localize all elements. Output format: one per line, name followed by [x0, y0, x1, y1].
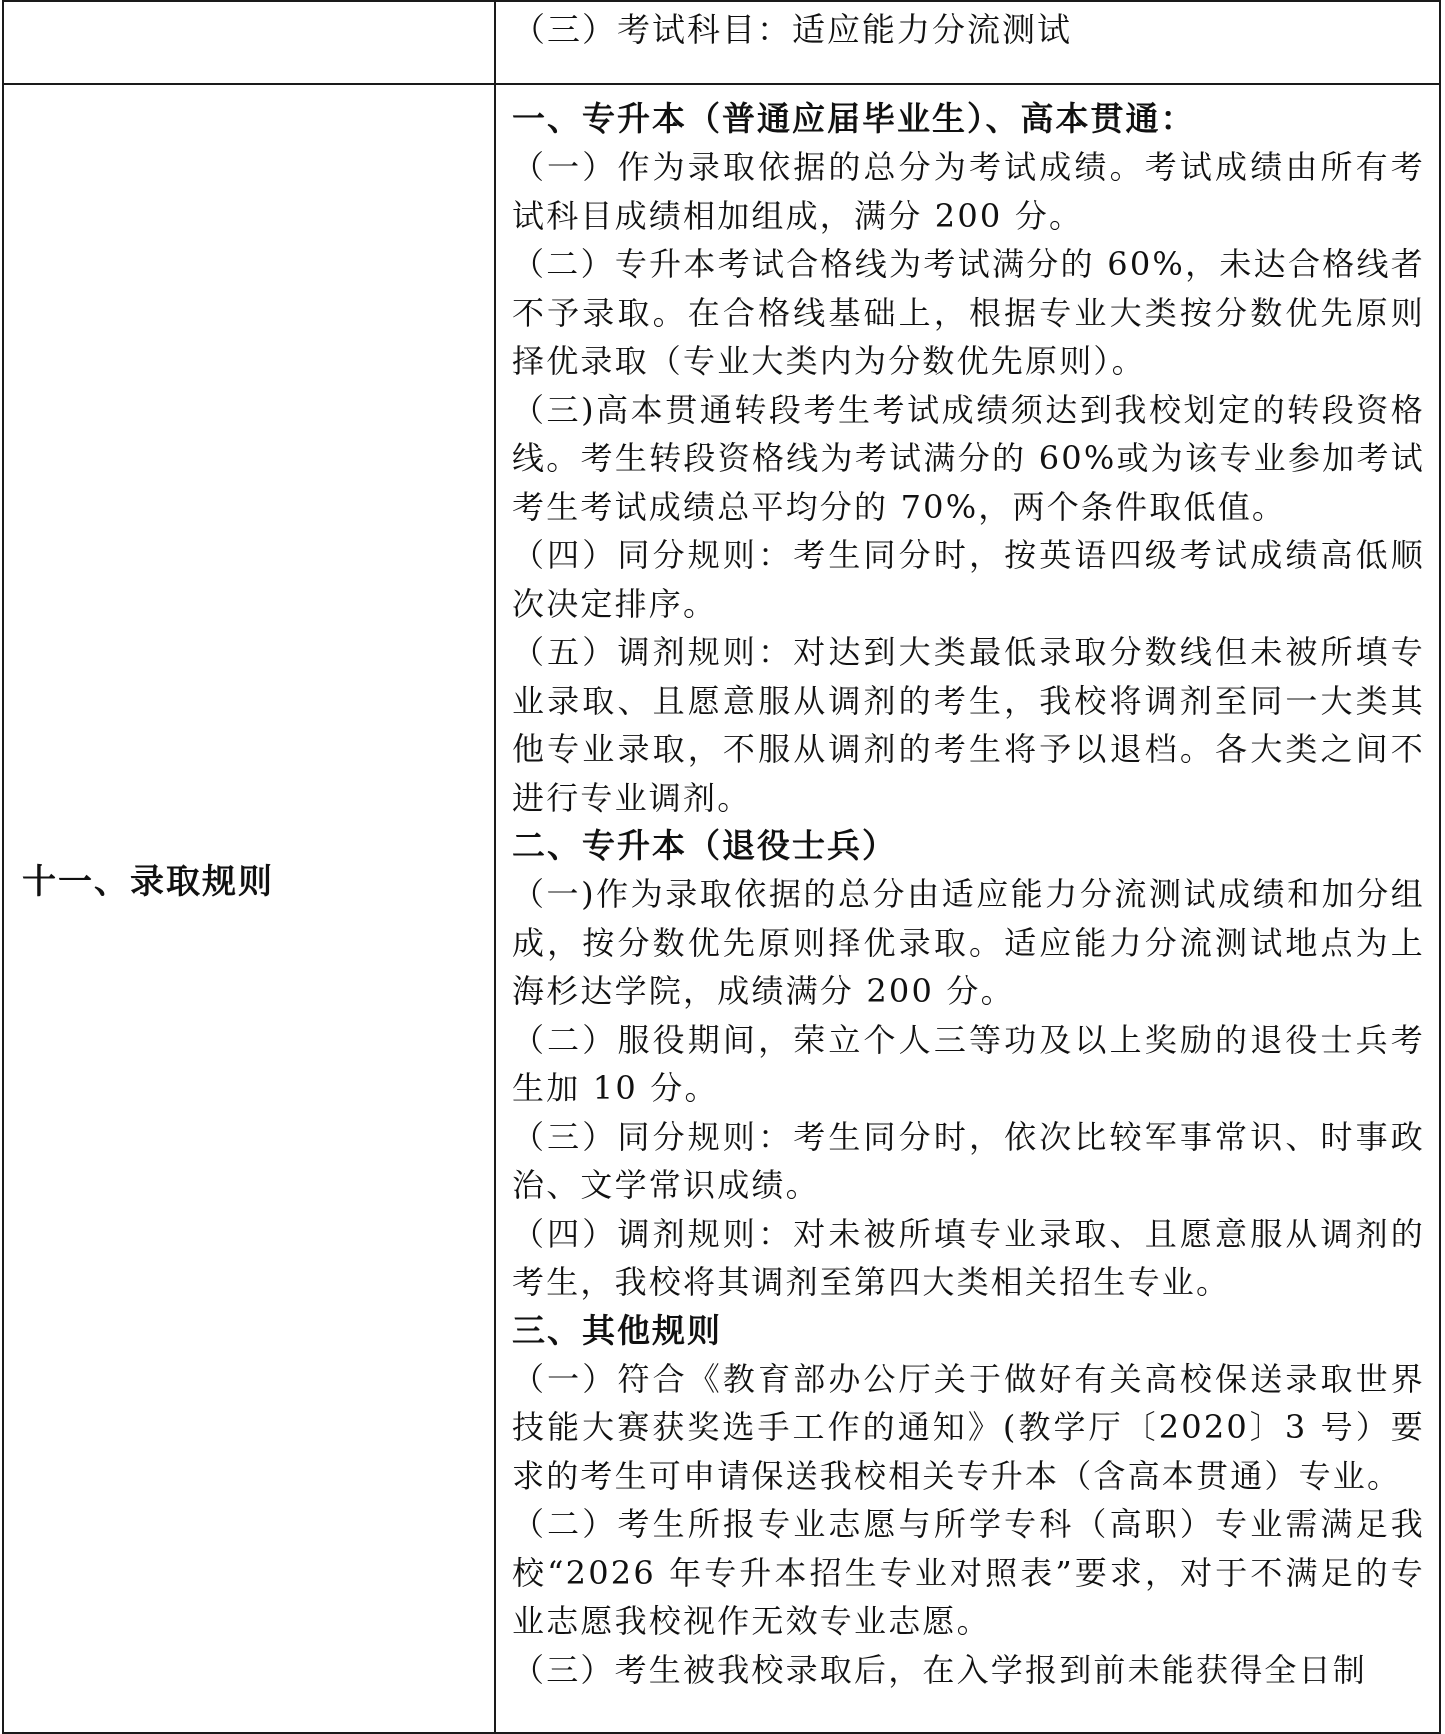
paragraph: （四）调剂规则：对未被所填专业录取、且愿意服从调剂的考生，我校将其调剂至第四大类相关招生专业。 — [512, 1214, 1425, 1301]
section-2 — [512, 822, 1425, 1307]
section-3 — [512, 1307, 1425, 1695]
top-right-cell — [495, 1, 1440, 84]
row-label: 十一、录取规则 — [22, 862, 274, 902]
paragraph: （三）考生被我校录取后，在入学报到前未能获得全日制 — [512, 1650, 1368, 1689]
exam-subject-text: （三）考试科目：适应能力分流测试 — [512, 10, 1072, 49]
paragraph: （四）同分规则：考生同分时，按英语四级考试成绩高低顺次决定排序。 — [512, 536, 1425, 623]
paragraph: （二）服役期间，荣立个人三等功及以上奖励的退役士兵考生加 10 分。 — [512, 1020, 1425, 1107]
paragraph: （五）调剂规则：对达到大类最低录取分数线但未被所填专业录取、且愿意服从调剂的考生，我校将调剂至同一大类其他专业录取，不服从调剂的考生将予以退档。各大类之间不进行专业调剂。 — [512, 633, 1425, 817]
paragraph: （二）专升本考试合格线为考试满分的 60%，未达合格线者不予录取。在合格线基础上，根据专业大类按分数优先原则择优录取（专业大类内为分数优先原则）。 — [512, 245, 1425, 380]
section-heading: 三、其他规则 — [512, 1310, 722, 1350]
paragraph: （一)作为录取依据的总分由适应能力分流测试成绩和加分组成，按分数优先原则择优录取。适应能力分流测试地点为上海杉达学院，成绩满分 200 分。 — [512, 875, 1425, 1010]
label-cell — [3, 84, 495, 1733]
rules-table — [2, 0, 1441, 1734]
table-row — [3, 84, 1440, 1733]
paragraph: （一）作为录取依据的总分为考试成绩。考试成绩由所有考试科目成绩相加组成，满分 200 分。 — [512, 148, 1425, 235]
content-cell — [495, 84, 1440, 1733]
table-row — [3, 1, 1440, 84]
paragraph: （三)高本贯通转段考生考试成绩须达到我校划定的转段资格线。考生转段资格线为考试满分的 60%或为该专业参加考试考生考试成绩总平均分的 70%，两个条件取低值。 — [512, 390, 1425, 526]
paragraph: （二）考生所报专业志愿与所学专科（高职）专业需满足我校“2026 年专升本招生专业对照表”要求，对于不满足的专业志愿我校视作无效专业志愿。 — [512, 1505, 1425, 1640]
paragraph: （一）符合《教育部办公厅关于做好有关高校保送录取世界技能大赛获奖选手工作的通知》(教学厅〔2020〕3 号）要求的考生可申请保送我校相关专升本（含高本贯通）专业。 — [512, 1359, 1425, 1495]
top-left-cell — [3, 1, 495, 84]
section-1 — [512, 95, 1425, 822]
paragraph: （三）同分规则：考生同分时，依次比较军事常识、时事政治、文学常识成绩。 — [512, 1117, 1425, 1204]
section-heading: 一、专升本（普通应届毕业生）、高本贯通： — [512, 99, 1196, 138]
section-heading: 二、专升本（退役士兵） — [512, 826, 897, 865]
